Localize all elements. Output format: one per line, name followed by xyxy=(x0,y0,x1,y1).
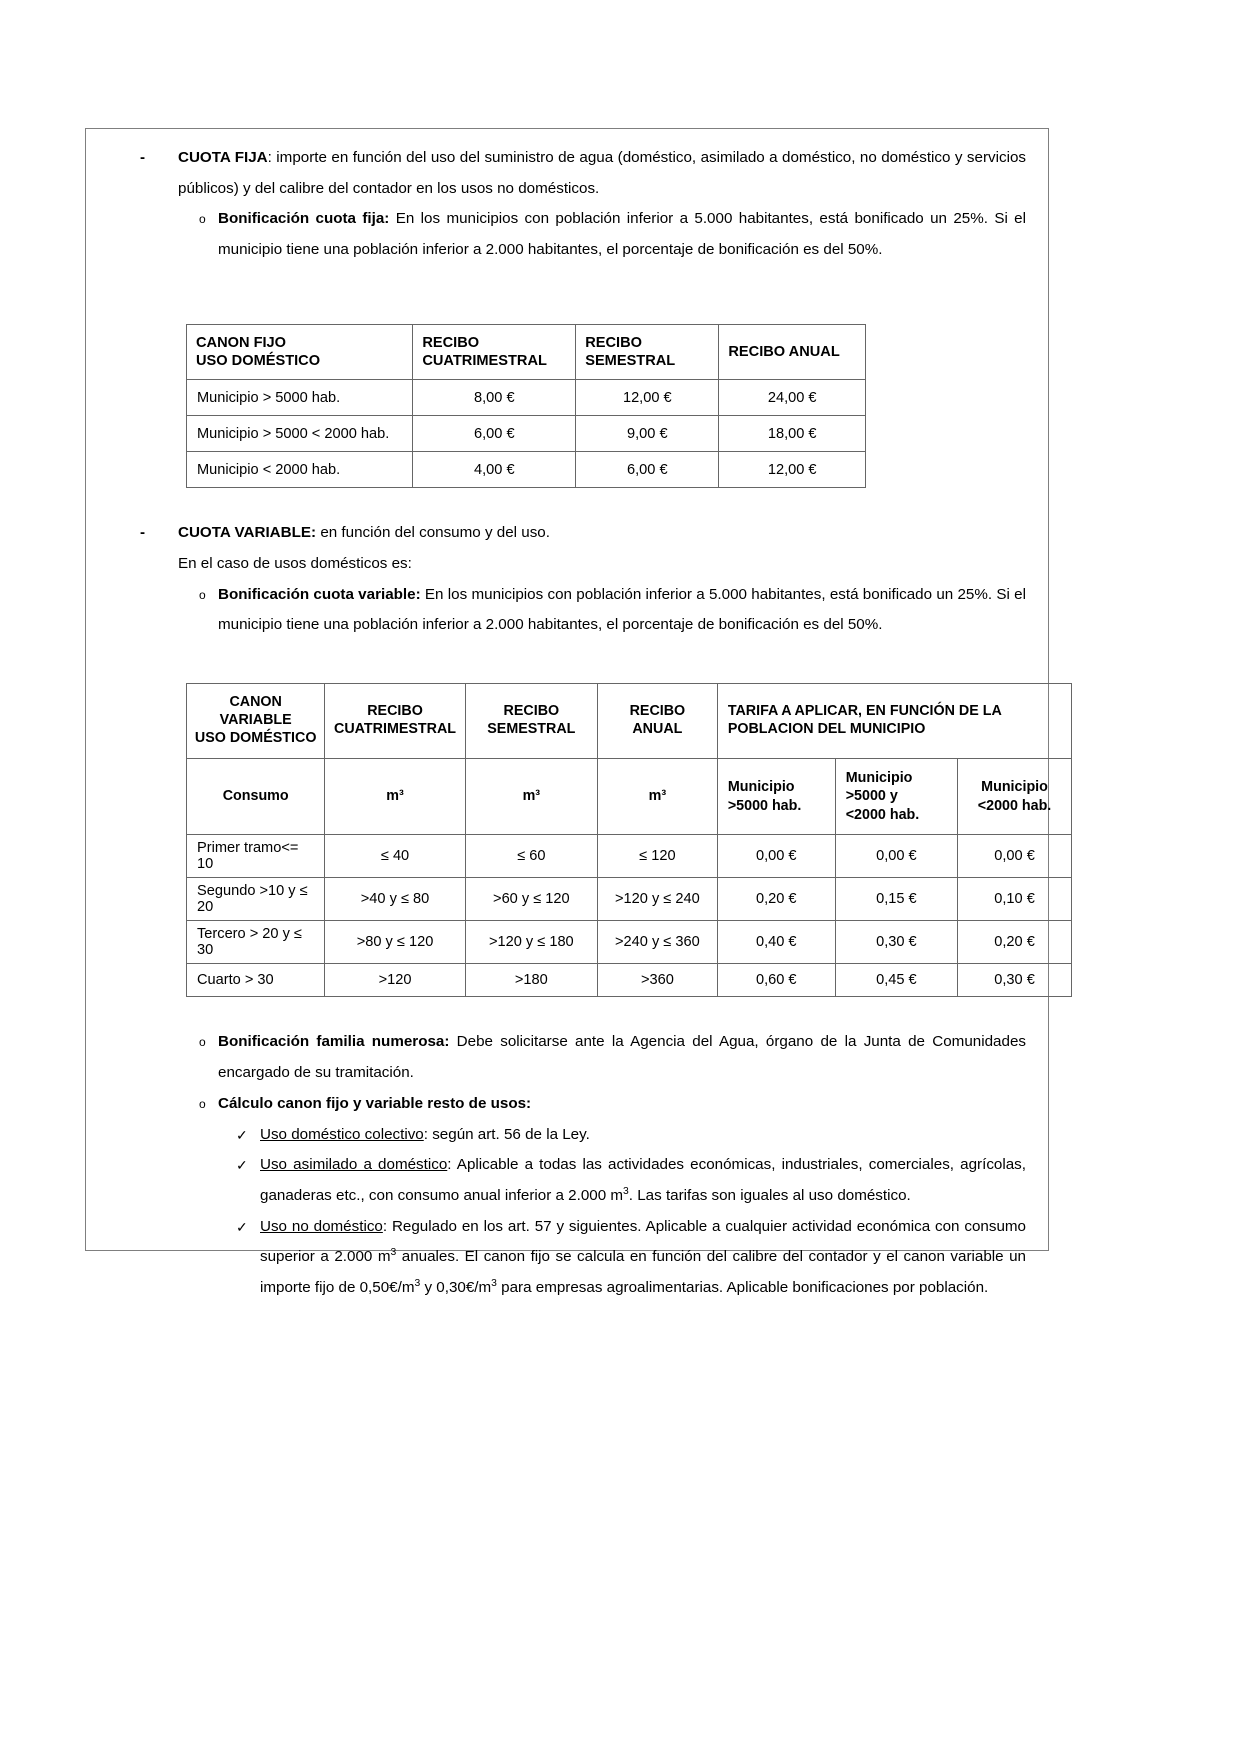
cell-tarifa-mayor-5000: 0,20 € xyxy=(717,878,835,921)
table-row xyxy=(187,921,1072,964)
familia-numerosa-title: Bonificación familia numerosa: xyxy=(218,1033,450,1051)
uso-no-domestico-sup-1: 3 xyxy=(390,1247,397,1259)
uso-no-domestico-body-4: para empresas agroalimentarias. Aplicable bonificaciones por población. xyxy=(496,1279,989,1297)
cell-tarifa-entre: 0,30 € xyxy=(835,921,957,964)
th-line-2: USO DOMÉSTICO xyxy=(194,729,317,746)
th-line-1: RECIBO xyxy=(629,703,686,720)
uso-no-domestico-label: Uso no doméstico xyxy=(260,1217,383,1235)
table-header-row xyxy=(187,684,1072,759)
cell-tarifa-entre: 0,00 € xyxy=(835,835,957,878)
uso-domestico-colectivo-body: : según art. 56 de la Ley. xyxy=(423,1125,590,1143)
circle-bullet-icon: o xyxy=(199,1035,206,1050)
uso-asimilado-sup-1: 3 xyxy=(623,1185,629,1197)
cell-cuatrimestral: 4,00 € xyxy=(413,452,576,488)
spacer xyxy=(108,488,1026,518)
cell-semestral: 9,00 € xyxy=(576,416,719,452)
circle-bullet-icon: o xyxy=(199,212,206,227)
cuota-fija-body: : importe en función del uso del suministro de agua (doméstico, asimilado a doméstico, no doméstico y servicios públicos) y del calibre del contador en los usos no domésticos. xyxy=(178,149,1026,197)
uso-asimilado-label: Uso asimilado a doméstico xyxy=(260,1156,448,1174)
cell-anual: 18,00 € xyxy=(719,416,866,452)
table-canon-variable xyxy=(186,683,1072,997)
cell-anual: 24,00 € xyxy=(719,380,866,416)
bonificacion-cuota-variable-title: Bonificación cuota variable: xyxy=(218,585,421,603)
subhdr-line-3: <2000 hab. xyxy=(845,806,920,823)
cell-semestral: ≤ 60 xyxy=(465,835,597,878)
cell-cuatrimestral: >80 y ≤ 120 xyxy=(325,921,465,964)
table-canon-variable-head xyxy=(187,684,1072,835)
th-line-1: CANON VARIABLE xyxy=(219,694,292,728)
check-bullet-icon: ✓ xyxy=(236,1126,248,1143)
cell-semestral: >120 y ≤ 180 xyxy=(465,921,597,964)
check-item-uso-asimilado-domestico xyxy=(108,1150,1026,1211)
th-line-2: CUATRIMESTRAL xyxy=(334,720,457,737)
cell-tarifa-entre: 0,15 € xyxy=(835,878,957,921)
th-recibo-cuatrimestral xyxy=(325,684,465,759)
bullet-bonificacion-cuota-variable xyxy=(108,580,1026,641)
cell-tarifa-menor-2000: 0,00 € xyxy=(958,835,1072,878)
cuota-variable-title: CUOTA VARIABLE: xyxy=(178,524,317,542)
th-line-1: RECIBO xyxy=(585,334,642,351)
subhdr-m3-cuatrimestral: m³ xyxy=(325,758,465,835)
bonificacion-cuota-fija-body: En los municipios con población inferior a 5.000 habitantes, está bonificado un 25%. Si el municipio tiene una población inferior a 2.000 habitantes, el porcentaje de bonificación es del 50%. xyxy=(218,210,1027,259)
cell-tarifa-mayor-5000: 0,40 € xyxy=(717,921,835,964)
cell-tarifa-menor-2000: 0,30 € xyxy=(958,964,1072,997)
uso-no-domestico-body-3: y 0,30€/m xyxy=(420,1279,492,1297)
table-canon-fijo-head xyxy=(187,324,866,379)
bonificacion-cuota-variable-body: En los municipios con población inferior a 5.000 habitantes, está bonificado un 25%. Si el municipio tiene una población inferior a 2.000 habitantes, el porcentaje de bonificación es del 50%. xyxy=(218,585,1026,634)
th-recibo-semestral xyxy=(465,684,597,759)
th-line-2: CUATRIMESTRAL xyxy=(422,353,547,370)
spacer xyxy=(108,997,1026,1027)
th-line-2: USO DOMÉSTICO xyxy=(196,353,321,370)
cell-tramo: Segundo >10 y ≤ 20 xyxy=(187,878,325,921)
bonificacion-cuota-fija-title: Bonificación cuota fija: xyxy=(218,210,390,228)
subhdr-line-1: Municipio xyxy=(845,769,913,786)
th-canon-variable-uso-domestico xyxy=(187,684,325,759)
cell-tramo: Primer tramo<= 10 xyxy=(187,835,325,878)
cell-tarifa-mayor-5000: 0,60 € xyxy=(717,964,835,997)
check-item-uso-domestico-colectivo xyxy=(108,1120,1026,1151)
subhdr-municipio-mayor-5000 xyxy=(717,758,835,835)
dash-bullet-icon: - xyxy=(140,149,146,166)
cell-municipio: Municipio < 2000 hab. xyxy=(187,452,413,488)
bullet-cuota-fija xyxy=(108,143,1026,204)
table-row xyxy=(187,878,1072,921)
bullet-calculo-canon xyxy=(108,1089,1026,1120)
subhdr-m3-anual: m³ xyxy=(597,758,717,835)
uso-asimilado-body-1: : Aplicable a todas las actividades económicas, industriales, comerciales, agrícolas, ganaderas etc., con consumo anual inferior a 2.000 m xyxy=(260,1156,1026,1204)
th-recibo-anual xyxy=(719,324,866,379)
th-line-1: RECIBO xyxy=(503,703,560,720)
calculo-canon-title: Cálculo canon fijo y variable resto de usos: xyxy=(218,1094,532,1112)
th-line-2: POBLACION DEL MUNICIPIO xyxy=(727,720,926,737)
dash-bullet-icon: - xyxy=(140,524,146,542)
subhdr-line-2: <2000 hab. xyxy=(977,797,1052,814)
uso-domestico-colectivo-label: Uso doméstico colectivo xyxy=(260,1125,424,1143)
circle-bullet-icon: o xyxy=(199,587,206,602)
cell-cuatrimestral: >120 xyxy=(325,964,465,997)
table-subheader-row xyxy=(187,758,1072,835)
th-line-2: ANUAL xyxy=(632,720,683,737)
th-line-1: RECIBO ANUAL xyxy=(728,343,840,360)
cell-anual: >120 y ≤ 240 xyxy=(597,878,717,921)
cell-anual: >360 xyxy=(597,964,717,997)
th-line-1: RECIBO xyxy=(367,703,423,720)
cell-cuatrimestral: >40 y ≤ 80 xyxy=(325,878,465,921)
cell-cuatrimestral: ≤ 40 xyxy=(325,835,465,878)
th-line-2: SEMESTRAL xyxy=(487,720,576,737)
table-canon-variable-body xyxy=(187,835,1072,997)
cell-tarifa-menor-2000: 0,10 € xyxy=(958,878,1072,921)
uso-asimilado-body-2: . Las tarifas son iguales al uso doméstico. xyxy=(628,1186,911,1204)
cell-municipio: Municipio > 5000 < 2000 hab. xyxy=(187,416,413,452)
check-item-uso-no-domestico xyxy=(108,1212,1026,1304)
familia-numerosa-body: Debe solicitarse ante la Agencia del Agua, órgano de la Junta de Comunidades encargado de su tramitación. xyxy=(218,1033,1026,1082)
cell-anual: 12,00 € xyxy=(719,452,866,488)
cell-tarifa-menor-2000: 0,20 € xyxy=(958,921,1072,964)
th-canon-fijo-uso-domestico xyxy=(187,324,413,379)
check-bullet-icon: ✓ xyxy=(236,1218,248,1235)
cuota-fija-title: CUOTA FIJA xyxy=(178,149,268,166)
th-recibo-anual xyxy=(597,684,717,759)
cell-cuatrimestral: 8,00 € xyxy=(413,380,576,416)
subhdr-m3-semestral: m³ xyxy=(465,758,597,835)
th-line-2: SEMESTRAL xyxy=(585,353,676,370)
table-row xyxy=(187,452,866,488)
bullet-bonificacion-cuota-fija xyxy=(108,204,1026,265)
table-row xyxy=(187,835,1072,878)
table-canon-fijo xyxy=(186,324,866,488)
subhdr-line-2: >5000 hab. xyxy=(727,797,802,814)
uso-no-domestico-body-2: anuales. El canon fijo se calcula en función del calibre del contador y el canon variable un importe fijo de 0,50€/m xyxy=(260,1248,1026,1297)
cell-tramo: Tercero > 20 y ≤ 30 xyxy=(187,921,325,964)
table-row xyxy=(187,380,866,416)
uso-no-domestico-sup-2: 3 xyxy=(414,1277,421,1289)
cell-semestral: 12,00 € xyxy=(576,380,719,416)
th-tarifa-aplicar xyxy=(717,684,1071,759)
cell-municipio: Municipio > 5000 hab. xyxy=(187,380,413,416)
th-line-1: RECIBO xyxy=(422,334,480,351)
th-line-1: CANON FIJO xyxy=(196,334,286,351)
uso-no-domestico-body-1: : Regulado en los art. 57 y siguientes. Aplicable a cualquier actividad económica con consumo superior a 2.000 m xyxy=(260,1217,1026,1266)
circle-bullet-icon: o xyxy=(199,1096,206,1111)
th-line-1: TARIFA A APLICAR, EN FUNCIÓN DE LA xyxy=(727,703,1002,720)
check-bullet-icon: ✓ xyxy=(236,1157,248,1174)
cell-semestral: 6,00 € xyxy=(576,452,719,488)
subhdr-consumo: Consumo xyxy=(187,758,325,835)
cuota-variable-body: en función del consumo y del uso. xyxy=(316,524,550,542)
bullet-cuota-variable xyxy=(108,518,1026,549)
table-header-row xyxy=(187,324,866,379)
cell-anual: >240 y ≤ 360 xyxy=(597,921,717,964)
th-recibo-cuatrimestral xyxy=(413,324,576,379)
cell-semestral: >180 xyxy=(465,964,597,997)
subhdr-line-1: Municipio xyxy=(981,778,1048,795)
content-frame xyxy=(85,128,1052,1297)
bullet-familia-numerosa xyxy=(108,1027,1026,1088)
th-recibo-semestral xyxy=(576,324,719,379)
cell-semestral: >60 y ≤ 120 xyxy=(465,878,597,921)
table-row xyxy=(187,416,866,452)
cell-tarifa-mayor-5000: 0,00 € xyxy=(717,835,835,878)
subhdr-line-1: Municipio xyxy=(727,778,795,795)
table-row xyxy=(187,964,1072,997)
table-canon-fijo-body xyxy=(187,380,866,488)
cell-anual: ≤ 120 xyxy=(597,835,717,878)
uso-no-domestico-sup-3: 3 xyxy=(491,1277,497,1289)
cell-tramo: Cuarto > 30 xyxy=(187,964,325,997)
cell-cuatrimestral: 6,00 € xyxy=(413,416,576,452)
cuota-variable-intro: En el caso de usos domésticos es: xyxy=(178,554,412,572)
subhdr-line-2: >5000 y xyxy=(845,788,898,805)
cell-tarifa-entre: 0,45 € xyxy=(835,964,957,997)
subhdr-municipio-menor-2000 xyxy=(958,758,1072,835)
subhdr-municipio-entre xyxy=(835,758,957,835)
